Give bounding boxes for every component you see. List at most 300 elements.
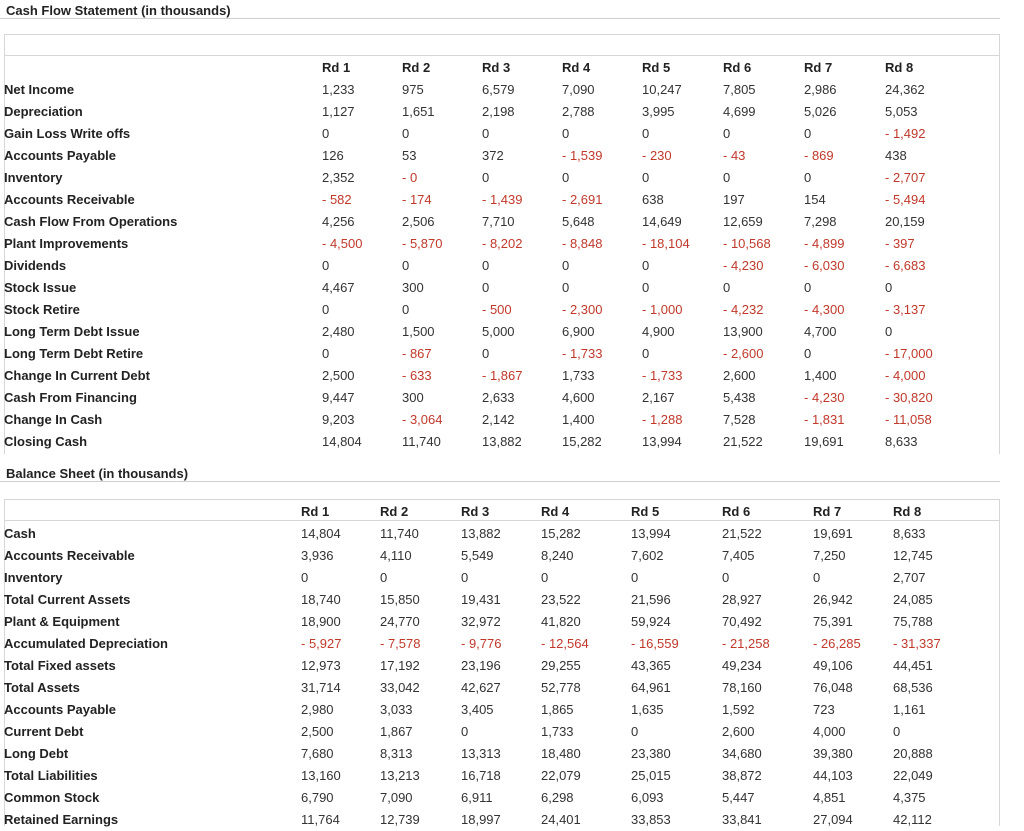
cash-flow-cell: 154 <box>804 192 826 207</box>
balance-sheet-cell: - 12,564 <box>541 636 589 651</box>
balance-sheet-column-header: Rd 8 <box>893 504 922 519</box>
cash-flow-cell: - 869 <box>804 148 834 163</box>
cash-flow-row <box>4 321 965 343</box>
cash-flow-cell: 0 <box>562 258 570 273</box>
cash-flow-cell: 13,882 <box>482 434 522 449</box>
cash-flow-cell: 0 <box>402 258 410 273</box>
balance-sheet-cell: - 5,927 <box>301 636 342 651</box>
cash-flow-cell: 0 <box>885 280 893 295</box>
balance-sheet-cell: 0 <box>813 570 821 585</box>
balance-sheet-cell: 52,778 <box>541 680 581 695</box>
cash-flow-header-rule <box>5 55 999 56</box>
cash-flow-cell: 0 <box>804 346 812 361</box>
balance-sheet-cell: 8,313 <box>380 746 413 761</box>
balance-sheet-cell: 1,733 <box>541 724 574 739</box>
balance-sheet-cell: 26,942 <box>813 592 853 607</box>
balance-sheet-column-header: Rd 6 <box>722 504 751 519</box>
balance-sheet-row-label: Current Debt <box>4 724 84 739</box>
balance-sheet-row-label: Inventory <box>4 570 63 585</box>
cash-flow-cell: 0 <box>723 170 731 185</box>
balance-sheet-cell: 25,015 <box>631 768 671 783</box>
balance-sheet-cell: 75,788 <box>893 614 933 629</box>
balance-sheet-row <box>4 589 973 611</box>
cash-flow-row <box>4 233 965 255</box>
balance-sheet-cell: 6,298 <box>541 790 574 805</box>
cash-flow-cell: - 1,439 <box>482 192 523 207</box>
cash-flow-cell: 0 <box>562 170 570 185</box>
cash-flow-column-header: Rd 7 <box>804 60 833 75</box>
cash-flow-cell: 10,247 <box>642 82 682 97</box>
balance-sheet-row-label: Accounts Receivable <box>4 548 135 563</box>
balance-sheet-cell: 12,973 <box>301 658 341 673</box>
balance-sheet-cell: 39,380 <box>813 746 853 761</box>
cash-flow-cell: 0 <box>642 258 650 273</box>
cash-flow-cell: 2,167 <box>642 390 675 405</box>
cash-flow-row <box>4 299 965 321</box>
balance-sheet-cell: 1,592 <box>722 702 755 717</box>
balance-sheet-cell: 18,997 <box>461 812 501 827</box>
balance-sheet-row <box>4 567 973 589</box>
cash-flow-cell: 0 <box>482 258 490 273</box>
balance-sheet-cell: 7,680 <box>301 746 334 761</box>
cash-flow-cell: - 397 <box>885 236 915 251</box>
cash-flow-row-label: Stock Issue <box>4 280 77 295</box>
balance-sheet-row-label: Cash <box>4 526 36 541</box>
cash-flow-cell: 5,000 <box>482 324 515 339</box>
balance-sheet-cell: 59,924 <box>631 614 671 629</box>
balance-sheet-cell: 1,161 <box>893 702 926 717</box>
balance-sheet-cell: 1,635 <box>631 702 664 717</box>
cash-flow-cell: - 8,848 <box>562 236 603 251</box>
cash-flow-cell: 0 <box>402 302 410 317</box>
cash-flow-cell: - 1,539 <box>562 148 603 163</box>
cash-flow-cell: - 3,137 <box>885 302 926 317</box>
balance-sheet-row-label: Accounts Payable <box>4 702 116 717</box>
cash-flow-cell: 7,090 <box>562 82 595 97</box>
balance-sheet-cell: 0 <box>722 570 730 585</box>
cash-flow-row-label: Long Term Debt Issue <box>4 324 140 339</box>
balance-sheet-cell: 2,980 <box>301 702 334 717</box>
balance-sheet-cell: 7,250 <box>813 548 846 563</box>
cash-flow-row <box>4 79 965 101</box>
cash-flow-cell: - 3,064 <box>402 412 443 427</box>
balance-sheet-cell: 38,872 <box>722 768 762 783</box>
cash-flow-cell: 0 <box>562 126 570 141</box>
cash-flow-cell: - 4,230 <box>723 258 764 273</box>
cash-flow-row <box>4 255 965 277</box>
balance-sheet-cell: 78,160 <box>722 680 762 695</box>
cash-flow-cell: - 230 <box>642 148 672 163</box>
balance-sheet-cell: 49,234 <box>722 658 762 673</box>
balance-sheet-header-row <box>4 501 973 523</box>
balance-sheet-cell: 44,103 <box>813 768 853 783</box>
cash-flow-cell: 0 <box>482 126 490 141</box>
cash-flow-cell: 0 <box>482 280 490 295</box>
balance-sheet-column-header: Rd 3 <box>461 504 490 519</box>
balance-sheet-cell: 5,447 <box>722 790 755 805</box>
cash-flow-cell: 0 <box>642 126 650 141</box>
cash-flow-cell: 20,159 <box>885 214 925 229</box>
cash-flow-row-label: Plant Improvements <box>4 236 129 251</box>
cash-flow-cell: 19,691 <box>804 434 844 449</box>
cash-flow-cell: 1,733 <box>562 368 595 383</box>
balance-sheet-cell: 19,431 <box>461 592 501 607</box>
cash-flow-cell: 3,995 <box>642 104 675 119</box>
cash-flow-cell: 2,352 <box>322 170 355 185</box>
balance-sheet-cell: 31,714 <box>301 680 341 695</box>
cash-flow-cell: 0 <box>322 302 330 317</box>
balance-sheet-row <box>4 787 973 809</box>
cash-flow-cell: 5,438 <box>723 390 756 405</box>
cash-flow-cell: - 4,230 <box>804 390 845 405</box>
cash-flow-cell: - 1,733 <box>642 368 683 383</box>
cash-flow-row-label: Change In Cash <box>4 412 103 427</box>
balance-sheet-cell: 21,522 <box>722 526 762 541</box>
balance-sheet-cell: 8,633 <box>893 526 926 541</box>
cash-flow-cell: 4,699 <box>723 104 756 119</box>
cash-flow-cell: 0 <box>482 170 490 185</box>
balance-sheet-row <box>4 523 973 545</box>
balance-sheet-cell: 15,282 <box>541 526 581 541</box>
cash-flow-cell: - 2,691 <box>562 192 603 207</box>
cash-flow-cell: 197 <box>723 192 745 207</box>
balance-sheet-cell: 15,850 <box>380 592 420 607</box>
cash-flow-cell: 0 <box>885 324 893 339</box>
cash-flow-row <box>4 145 965 167</box>
cash-flow-cell: - 4,500 <box>322 236 363 251</box>
balance-sheet-cell: 41,820 <box>541 614 581 629</box>
cash-flow-cell: - 6,030 <box>804 258 845 273</box>
cash-flow-cell: 14,804 <box>322 434 362 449</box>
balance-sheet-cell: 22,049 <box>893 768 933 783</box>
cash-flow-cell: - 8,202 <box>482 236 523 251</box>
cash-flow-cell: 2,500 <box>322 368 355 383</box>
cash-flow-cell: - 1,000 <box>642 302 683 317</box>
cash-flow-cell: 5,648 <box>562 214 595 229</box>
balance-sheet-cell: 2,600 <box>722 724 755 739</box>
balance-sheet-cell: 4,000 <box>813 724 846 739</box>
cash-flow-cell: 0 <box>723 280 731 295</box>
cash-flow-cell: - 5,870 <box>402 236 443 251</box>
cash-flow-cell: - 1,867 <box>482 368 523 383</box>
balance-sheet-cell: 13,882 <box>461 526 501 541</box>
balance-sheet-cell: 723 <box>813 702 835 717</box>
balance-sheet-cell: 23,196 <box>461 658 501 673</box>
cash-flow-cell: 2,633 <box>482 390 515 405</box>
cash-flow-cell: 0 <box>402 126 410 141</box>
balance-sheet-cell: 7,405 <box>722 548 755 563</box>
cash-flow-cell: 0 <box>482 346 490 361</box>
balance-sheet-cell: 13,160 <box>301 768 341 783</box>
cash-flow-cell: 1,400 <box>562 412 595 427</box>
cash-flow-cell: 5,026 <box>804 104 837 119</box>
balance-sheet-cell: 0 <box>380 570 388 585</box>
balance-sheet-column-header: Rd 7 <box>813 504 842 519</box>
balance-sheet-cell: 18,740 <box>301 592 341 607</box>
cash-flow-column-header: Rd 8 <box>885 60 914 75</box>
balance-sheet-cell: 2,707 <box>893 570 926 585</box>
balance-sheet-cell: 23,380 <box>631 746 671 761</box>
balance-sheet-cell: 4,110 <box>380 548 412 563</box>
cash-flow-cell: 1,233 <box>322 82 355 97</box>
cash-flow-cell: 5,053 <box>885 104 918 119</box>
cash-flow-column-header: Rd 2 <box>402 60 431 75</box>
balance-sheet-cell: 0 <box>461 570 469 585</box>
cash-flow-cell: 4,467 <box>322 280 355 295</box>
cash-flow-cell: - 867 <box>402 346 432 361</box>
balance-sheet-cell: 0 <box>631 570 639 585</box>
cash-flow-cell: 1,400 <box>804 368 837 383</box>
balance-sheet-cell: 68,536 <box>893 680 933 695</box>
cash-flow-cell: 15,282 <box>562 434 602 449</box>
cash-flow-cell: 0 <box>322 126 330 141</box>
cash-flow-cell: 2,600 <box>723 368 756 383</box>
cash-flow-cell: - 0 <box>402 170 418 185</box>
cash-flow-cell: 638 <box>642 192 664 207</box>
balance-sheet-cell: 18,900 <box>301 614 341 629</box>
balance-sheet-cell: 24,401 <box>541 812 581 827</box>
balance-sheet-cell: 12,745 <box>893 548 933 563</box>
cash-flow-cell: 12,659 <box>723 214 763 229</box>
cash-flow-cell: 0 <box>804 126 812 141</box>
cash-flow-row-label: Stock Retire <box>4 302 80 317</box>
cash-flow-row-label: Net Income <box>4 82 75 97</box>
balance-sheet-cell: 23,522 <box>541 592 581 607</box>
balance-sheet-table <box>4 501 973 831</box>
balance-sheet-cell: 7,090 <box>380 790 413 805</box>
cash-flow-row <box>4 343 965 365</box>
balance-sheet-cell: 42,112 <box>893 812 932 827</box>
cash-flow-cell: - 174 <box>402 192 432 207</box>
cash-flow-cell: - 500 <box>482 302 512 317</box>
balance-sheet-cell: 29,255 <box>541 658 581 673</box>
cash-flow-row-label: Long Term Debt Retire <box>4 346 144 361</box>
balance-sheet-column-header: Rd 2 <box>380 504 409 519</box>
balance-sheet-row <box>4 655 973 677</box>
cash-flow-cell: - 18,104 <box>642 236 690 251</box>
cash-flow-cell: 2,142 <box>482 412 515 427</box>
cash-flow-row-label: Depreciation <box>4 104 83 119</box>
cash-flow-cell: - 43 <box>723 148 746 163</box>
balance-sheet-column-header: Rd 4 <box>541 504 570 519</box>
balance-sheet-row <box>4 721 973 743</box>
balance-sheet-cell: 3,405 <box>461 702 494 717</box>
cash-flow-cell: 11,740 <box>402 434 441 449</box>
cash-flow-row <box>4 211 965 233</box>
balance-sheet-row <box>4 677 973 699</box>
balance-sheet-cell: 0 <box>461 724 469 739</box>
balance-sheet-cell: - 21,258 <box>722 636 770 651</box>
balance-sheet-cell: 3,033 <box>380 702 413 717</box>
cash-flow-cell: 6,579 <box>482 82 515 97</box>
cash-flow-cell: 0 <box>804 280 812 295</box>
cash-flow-cell: - 1,733 <box>562 346 603 361</box>
balance-sheet-cell: 44,451 <box>893 658 933 673</box>
cash-flow-cell: 4,700 <box>804 324 837 339</box>
cash-flow-cell: - 2,300 <box>562 302 603 317</box>
cash-flow-cell: - 5,494 <box>885 192 926 207</box>
cash-flow-cell: - 2,600 <box>723 346 764 361</box>
balance-sheet-cell: 2,500 <box>301 724 334 739</box>
balance-sheet-cell: 32,972 <box>461 614 501 629</box>
balance-sheet-cell: 6,790 <box>301 790 334 805</box>
balance-sheet-row <box>4 699 973 721</box>
balance-sheet-row <box>4 765 973 787</box>
balance-sheet-row-label: Long Debt <box>4 746 69 761</box>
balance-sheet-cell: 8,240 <box>541 548 574 563</box>
balance-sheet-cell: 3,936 <box>301 548 334 563</box>
balance-sheet-title: Balance Sheet (in thousands) <box>6 466 189 481</box>
cash-flow-row-label: Change In Current Debt <box>4 368 150 383</box>
cash-flow-cell: 14,649 <box>642 214 682 229</box>
cash-flow-cell: 4,600 <box>562 390 595 405</box>
balance-sheet-row-label: Plant & Equipment <box>4 614 120 629</box>
cash-flow-cell: - 582 <box>322 192 352 207</box>
balance-sheet-cell: 75,391 <box>813 614 853 629</box>
cash-flow-cell: 0 <box>642 170 650 185</box>
cash-flow-column-header: Rd 3 <box>482 60 511 75</box>
balance-sheet-cell: 13,213 <box>380 768 420 783</box>
balance-sheet-row <box>4 743 973 765</box>
balance-sheet-cell: 21,596 <box>631 592 671 607</box>
balance-sheet-cell: 19,691 <box>813 526 853 541</box>
balance-sheet-cell: 0 <box>631 724 639 739</box>
cash-flow-row <box>4 123 965 145</box>
cash-flow-cell: - 17,000 <box>885 346 933 361</box>
balance-sheet-cell: - 7,578 <box>380 636 421 651</box>
cash-flow-cell: 2,788 <box>562 104 595 119</box>
balance-sheet-cell: 11,740 <box>380 526 419 541</box>
balance-sheet-cell: 13,313 <box>461 746 501 761</box>
cash-flow-title-rule <box>0 18 1000 19</box>
balance-sheet-cell: 14,804 <box>301 526 341 541</box>
cash-flow-row <box>4 431 965 453</box>
balance-sheet-cell: 64,961 <box>631 680 671 695</box>
cash-flow-row <box>4 365 965 387</box>
cash-flow-cell: - 4,300 <box>804 302 845 317</box>
balance-sheet-cell: 24,085 <box>893 592 933 607</box>
cash-flow-row <box>4 189 965 211</box>
cash-flow-column-header: Rd 1 <box>322 60 351 75</box>
balance-sheet-cell: 33,853 <box>631 812 671 827</box>
balance-sheet-cell: 4,851 <box>813 790 846 805</box>
cash-flow-cell: 300 <box>402 390 424 405</box>
cash-flow-title: Cash Flow Statement (in thousands) <box>6 3 231 18</box>
cash-flow-row-label: Closing Cash <box>4 434 88 449</box>
cash-flow-cell: 1,127 <box>322 104 355 119</box>
cash-flow-row <box>4 101 965 123</box>
cash-flow-column-header: Rd 5 <box>642 60 671 75</box>
balance-sheet-cell: - 16,559 <box>631 636 679 651</box>
cash-flow-header-row <box>4 57 965 79</box>
cash-flow-column-header: Rd 4 <box>562 60 591 75</box>
balance-sheet-cell: 6,911 <box>461 790 493 805</box>
balance-sheet-cell: - 9,776 <box>461 636 502 651</box>
balance-sheet-row-label: Retained Earnings <box>4 812 119 827</box>
cash-flow-cell: 0 <box>322 346 330 361</box>
cash-flow-cell: 6,900 <box>562 324 595 339</box>
balance-sheet-cell: 18,480 <box>541 746 581 761</box>
cash-flow-cell: - 1,492 <box>885 126 926 141</box>
cash-flow-cell: - 4,000 <box>885 368 926 383</box>
cash-flow-cell: 24,362 <box>885 82 925 97</box>
cash-flow-row-label: Cash Flow From Operations <box>4 214 178 229</box>
balance-sheet-cell: 34,680 <box>722 746 762 761</box>
cash-flow-cell: 8,633 <box>885 434 918 449</box>
balance-sheet-row-label: Total Liabilities <box>4 768 98 783</box>
balance-sheet-row-label: Common Stock <box>4 790 100 805</box>
cash-flow-row <box>4 277 965 299</box>
cash-flow-cell: 9,447 <box>322 390 355 405</box>
cash-flow-cell: 53 <box>402 148 417 163</box>
balance-sheet-row <box>4 611 973 633</box>
cash-flow-row-label: Accounts Receivable <box>4 192 135 207</box>
balance-sheet-row-label: Accumulated Depreciation <box>4 636 168 651</box>
cash-flow-cell: 13,994 <box>642 434 682 449</box>
cash-flow-cell: 13,900 <box>723 324 763 339</box>
cash-flow-cell: 2,986 <box>804 82 837 97</box>
balance-sheet-cell: 27,094 <box>813 812 853 827</box>
cash-flow-cell: 7,298 <box>804 214 837 229</box>
cash-flow-cell: 0 <box>642 280 650 295</box>
balance-sheet-cell: 43,365 <box>631 658 671 673</box>
balance-sheet-cell: 17,192 <box>380 658 420 673</box>
balance-sheet-cell: 42,627 <box>461 680 501 695</box>
cash-flow-cell: 2,198 <box>482 104 515 119</box>
balance-sheet-row-label: Total Fixed assets <box>4 658 116 673</box>
balance-sheet-cell: 16,718 <box>461 768 501 783</box>
balance-sheet-cell: 22,079 <box>541 768 581 783</box>
cash-flow-cell: 0 <box>642 346 650 361</box>
cash-flow-cell: 2,506 <box>402 214 435 229</box>
balance-sheet-cell: 1,867 <box>380 724 413 739</box>
cash-flow-cell: 372 <box>482 148 504 163</box>
cash-flow-cell: 126 <box>322 148 344 163</box>
cash-flow-row <box>4 409 965 431</box>
cash-flow-cell: 975 <box>402 82 424 97</box>
cash-flow-cell: - 2,707 <box>885 170 926 185</box>
balance-sheet-title-rule <box>0 481 1000 482</box>
cash-flow-cell: - 1,831 <box>804 412 845 427</box>
balance-sheet-cell: 0 <box>893 724 901 739</box>
balance-sheet-row-label: Total Current Assets <box>4 592 131 607</box>
cash-flow-cell: 4,900 <box>642 324 675 339</box>
balance-sheet-cell: 76,048 <box>813 680 853 695</box>
balance-sheet-row <box>4 633 973 655</box>
balance-sheet-cell: 70,492 <box>722 614 762 629</box>
cash-flow-cell: 4,256 <box>322 214 355 229</box>
cash-flow-cell: 21,522 <box>723 434 763 449</box>
cash-flow-cell: 0 <box>562 280 570 295</box>
balance-sheet-column-header: Rd 1 <box>301 504 330 519</box>
cash-flow-row <box>4 167 965 189</box>
cash-flow-cell: 7,805 <box>723 82 756 97</box>
balance-sheet-cell: - 26,285 <box>813 636 861 651</box>
balance-sheet-cell: 33,841 <box>722 812 762 827</box>
cash-flow-column-header: Rd 6 <box>723 60 752 75</box>
cash-flow-row-label: Cash From Financing <box>4 390 137 405</box>
cash-flow-row <box>4 387 965 409</box>
cash-flow-cell: - 633 <box>402 368 432 383</box>
cash-flow-cell: 1,651 <box>402 104 435 119</box>
balance-sheet-cell: 0 <box>541 570 549 585</box>
balance-sheet-cell: 12,739 <box>380 812 420 827</box>
balance-sheet-cell: 7,602 <box>631 548 664 563</box>
balance-sheet-row-label: Total Assets <box>4 680 80 695</box>
cash-flow-cell: 7,710 <box>482 214 515 229</box>
cash-flow-cell: 9,203 <box>322 412 355 427</box>
balance-sheet-cell: 6,093 <box>631 790 664 805</box>
